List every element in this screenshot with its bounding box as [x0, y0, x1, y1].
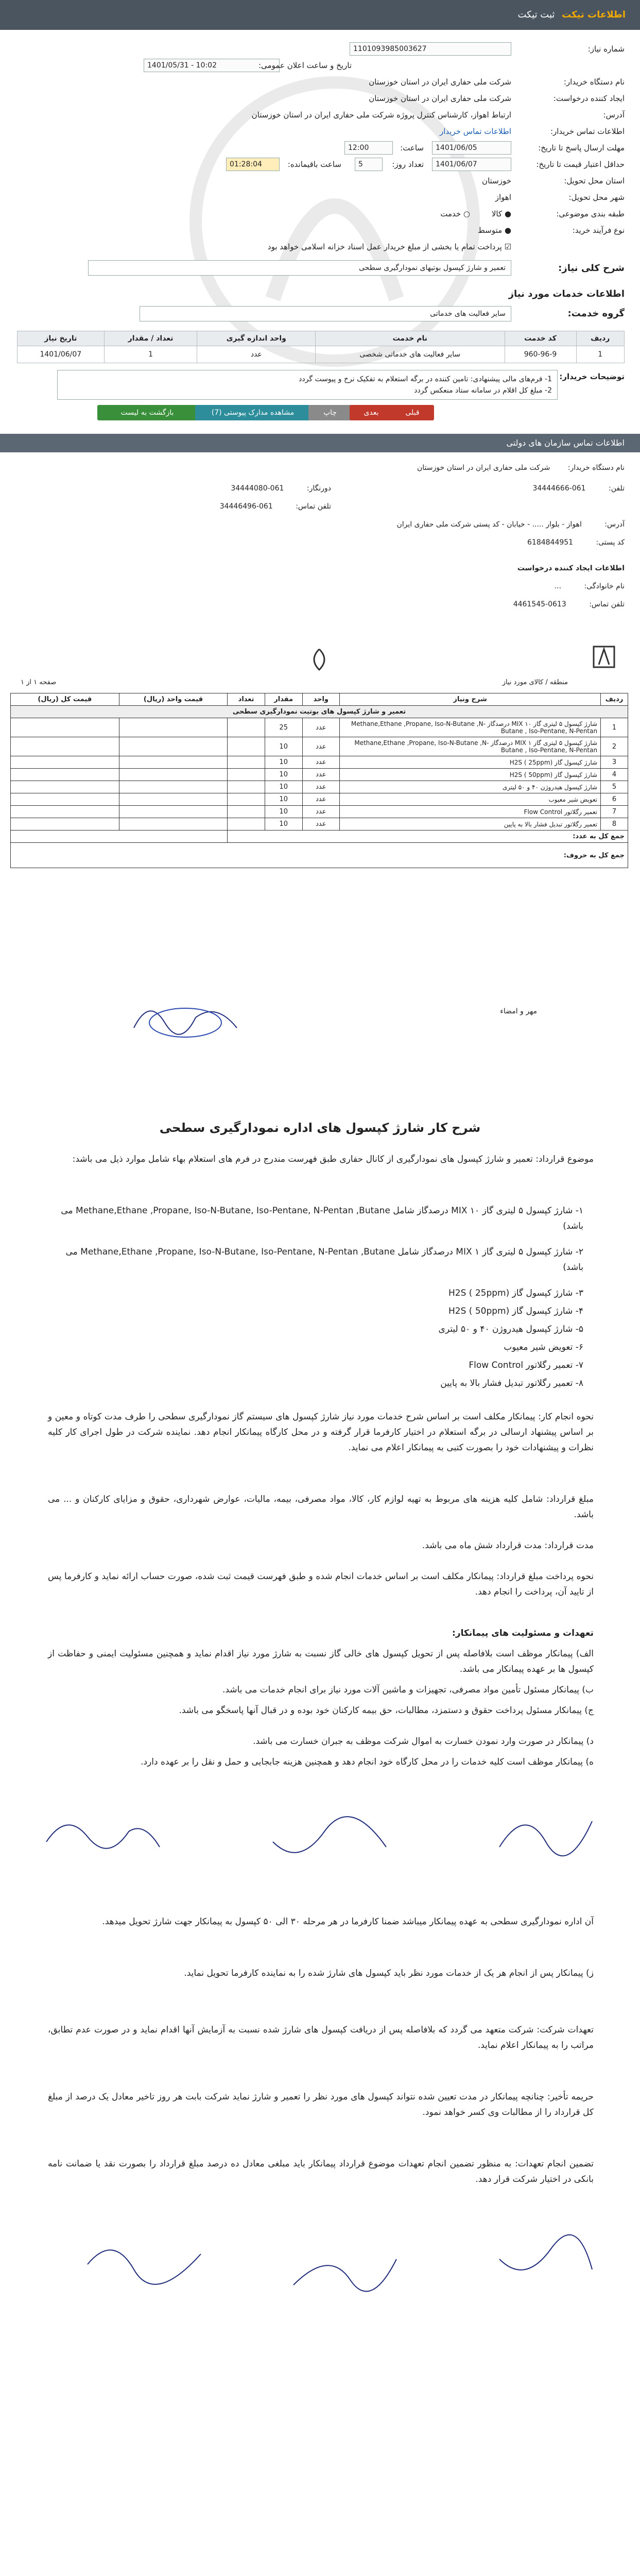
list-item: ۵- شارژ کپسول هیدروژن ۴۰ و ۵۰ لیتری	[438, 1324, 583, 1334]
para-guarantee: تضمین انجام تعهدات: به منظور تضمین انجام تعهدات موضوع قرارداد پیمانکار باید مبلغی معادل ده درصد مبلغ قرارداد را بصورت نقد یا ضمانت نامه بانکی در اختیار شرکت قرار دهد.	[48, 2159, 594, 2184]
top-bar	[0, 0, 640, 30]
table-row: 3 شارژ کپسول گاز H2S ( 25ppm) عدد 10	[11, 756, 628, 769]
signature-icon	[288, 2239, 402, 2300]
company-logo-icon	[589, 641, 619, 672]
radio-goods[interactable]: ● کالا	[491, 209, 511, 218]
scan-header-center: منطقه / کالای مورد نیاز	[502, 679, 568, 686]
field-process-type: نوع فرآیند خرید: ● متوسط	[478, 226, 625, 235]
group-box: سایر فعالیت های خدماتی	[140, 306, 511, 321]
emblem-icon	[304, 647, 335, 672]
payment-note-row	[0, 239, 640, 255]
signature-icon	[494, 2228, 597, 2290]
list-item: ۴- شارژ کپسول گاز H2S ( 50ppm)	[448, 1306, 583, 1316]
field-contact: اطلاعات تماس خریدار: اطلاعات تماس خریدار	[440, 127, 625, 136]
field-need-number: شماره نیاز: 1101093985003627	[0, 41, 640, 57]
radio-service[interactable]: ○ خدمت	[440, 209, 470, 218]
scope-subject: موضوع قرارداد: تعمیر و شارژ کپسول های نمودارگیری از کانال حفاری طبق فهرست مندرج در فرم های استعلام بهاء شامل موارد ذیل می باشد:	[72, 1154, 594, 1164]
radio-medium[interactable]: ● متوسط	[478, 226, 511, 235]
list-item: ۲- شارژ کپسول ۵ لیتری گاز MIX ۱ درصدگاز شامل Methane,Ethane ,Propane, Iso-N-Butane, Iso-Pentane, N-Pentan ,Butane می باشد)	[65, 1247, 583, 1273]
col-date: تاریخ نیاز	[18, 331, 105, 346]
table-row: 6 تعویض شیر معیوب عدد 10	[11, 793, 628, 806]
table-row: 4 شارژ کپسول گاز H2S ( 50ppm) عدد 10	[11, 769, 628, 781]
breadcrumb	[518, 9, 626, 20]
scan-table	[10, 693, 628, 868]
signature-icon	[268, 1811, 391, 1873]
para-obligation-c: ج) پیمانکار مسئول پرداخت حقوق و دستمزد، مطالبات، حق بیمه کارکنان خود بوده و در قبال آنها پاسخگو می باشد.	[179, 1705, 594, 1716]
table-row: 1 960-96-9 سایر فعالیت های خدماتی شخصی عدد 1 1401/06/07	[18, 346, 625, 363]
field-deadline: مهلت ارسال پاسخ تا تاریخ: 1401/06/05 ساعت: 12:00	[0, 140, 640, 156]
scan-header-right: صفحه ۱ از ۱	[21, 679, 57, 686]
field-city: شهر محل تحویل: اهواز	[495, 193, 625, 202]
breadcrumb-title: اطلاعات تیکت	[562, 9, 626, 20]
next-button[interactable]: بعدی	[350, 405, 393, 420]
table-row: 2 شارژ کپسول ۵ لیتری گاز MIX ۱ درصدگاز Methane,Ethane ,Propane, Iso-N-Butane ,N-Butane , Iso-Pentane, N-Pentan عدد 10	[11, 737, 628, 756]
col-name: نام خدمت	[316, 331, 505, 346]
description-label: شرح کلی نیاز:	[558, 263, 625, 274]
attachments-button[interactable]: مشاهده مدارک پیوستی (7)	[195, 405, 310, 420]
creator-mobile: تلفن تماس: 0613-4461545	[513, 600, 625, 608]
list-item: ۷- تعمیر رگلاتور Flow Control	[469, 1360, 583, 1370]
creator-name: نام خانوادگی: ...	[554, 582, 625, 590]
scope-title: شرح کار شارژ کپسول های اداره نمودارگیری سطحی	[159, 1121, 481, 1135]
field-category: طبقه بندی موضوعی: ● کالا ○ خدمت	[440, 209, 625, 218]
list-item: ۳- شارژ کپسول گاز H2S ( 25ppm)	[448, 1288, 583, 1298]
col-code: کد خدمت	[505, 331, 576, 346]
payment-checkbox[interactable]: ☑ پرداخت تمام یا بخشی از مبلغ خریدار عمل اسناد خزانه اسلامی خواهد بود	[267, 242, 511, 251]
words-row: جمع کل به حروف:	[11, 843, 628, 868]
contact-tel: تلفن: 061-34444666	[532, 484, 625, 493]
para-obligations-title: تعهدات و مسئولیت های پیمانکار:	[452, 1628, 594, 1638]
scan-header-row: ردیف شرح ونیاز واحد مقدار تعداد قیمت واحد (ریال) قیمت کل (ریال)	[11, 693, 628, 706]
prev-button[interactable]: قبلی	[391, 405, 434, 420]
sum-row: جمع کل به عدد:	[11, 831, 628, 843]
contact-org: نام دستگاه خریدار: شرکت ملی حفاری ایران در استان خوزستان	[417, 464, 625, 472]
signature-icon	[129, 992, 242, 1043]
buyer-notes-box: 1- فرم‌های مالی پیشنهادی: تامین کننده در برگه استعلام به تفکیک نرخ و پیوست گردد 2- مبلغ کل اقلام در سامانه ستاد منعکس گردد	[57, 370, 558, 400]
contact-fax: دورنگار: 061-34444080	[231, 484, 331, 493]
list-item: ۶- تعویض شیر معیوب	[504, 1342, 583, 1352]
service-info-title: اطلاعات خدمات مورد نیاز	[508, 289, 625, 299]
breadcrumb-tender[interactable]: ثبت تیکت	[517, 9, 555, 20]
table-row: 8 تعمیر رگلاتور تبدیل فشار بالا به پایین عدد 10	[11, 818, 628, 831]
stamp-label: مهر و امضاء	[500, 1007, 537, 1015]
table-header-row	[18, 331, 625, 346]
items-table	[17, 331, 625, 363]
list-item: ۱- شارژ کپسول ۵ لیتری گاز MIX ۱۰ درصدگاز شامل Methane,Ethane ,Propane, Iso-N-Butane, Iso-Pentane, N-Pentan ,Butane می باشد)	[61, 1206, 583, 1231]
scan-subtitle-row: تعمیر و شارژ کپسول های بوتیت نمودارگیری سطحی	[11, 706, 628, 718]
table-row: 1 شارژ کپسول ۵ لیتری گاز MIX ۱۰ درصدگاز Methane,Ethane ,Propane, Iso-N-Butane ,N-Butane , Iso-Pentane, N-Pentan عدد 25	[11, 718, 628, 737]
print-button[interactable]: چاپ	[308, 405, 352, 420]
portal-section	[0, 0, 640, 636]
para-obligation-g: ز) پیمانکار پس از انجام هر یک از خدمات مورد نظر باید کپسول های شارژ شده را به نماینده کارفرما تحویل نماید.	[184, 1968, 594, 1978]
field-address: آدرس: ارتباط اهواز، کارشناس کنترل پروژه شرکت ملی حفاری ایران در استان خوزستان	[251, 110, 625, 120]
field-request-creator: ایجاد کننده درخواست: شرکت ملی حفاری ایران در استان خوزستان	[369, 94, 625, 103]
scope-section	[0, 1079, 640, 2576]
table-row: 5 شارژ کپسول هیدروژن ۴۰ و ۵۰ لیتری عدد 10	[11, 781, 628, 793]
signature-icon	[41, 1801, 165, 1862]
col-unit: واحد اندازه گیری	[197, 331, 316, 346]
creator-title: اطلاعات ایجاد کننده درخواست	[517, 564, 625, 572]
para-obligation-b: ب) پیمانکار مسئول تأمین مواد مصرفی، تجهیزات و ماشین آلات مورد نیاز برای انجام خدمات می باشد.	[222, 1685, 594, 1695]
buyer-notes-label: توضیحات خریدار:	[559, 372, 625, 381]
signature-icon	[82, 2228, 206, 2290]
field-province: استان محل تحویل: خوزستان	[482, 176, 625, 185]
para-obligation-e: ه) پیمانکار موظف است کلیه خدمات را در محل کارگاه خود انجام دهد و همچنین هزینه جابجایی و حمل و نقل را بر عهده دارد.	[141, 1757, 594, 1767]
table-row: 7 تعمیر رگلاتور Flow Control عدد 10	[11, 806, 628, 818]
field-announce-date: 1401/05/31 - 10:02 تاریخ و ساعت اعلان عمومی:	[0, 58, 640, 73]
list-item: ۸- تعمیر رگلاتور تبدیل فشار بالا به پایین	[440, 1378, 583, 1388]
contact-link[interactable]: اطلاعات تماس خریدار	[440, 127, 511, 136]
col-num: ردیف	[576, 331, 625, 346]
back-to-list-button[interactable]: بازگشت به لیست	[97, 405, 197, 420]
para-duration: مدت قرارداد: مدت قرارداد شش ماه می باشد.	[422, 1540, 594, 1551]
contact-bar: اطلاعات تماس سازمان های دولتی	[0, 434, 640, 452]
para-continued: آن اداره نمودارگیری سطحی به عهده پیمانکار میباشد ضمنا کارفرما در هر مرحله ۳۰ الی ۵۰ کپسول به پیمانکار جهت شارژ تحویل میدهد.	[102, 1917, 594, 1927]
para-obligation-d: د) پیمانکار در صورت وارد نمودن خسارت به اموال شرکت موظف به جبران خسارت می باشد.	[253, 1736, 594, 1747]
field-min-validity: حداقل اعتبار قیمت تا تاریخ: 1401/06/07 تعداد روز: 5 ساعت باقیمانده: 01:28:04	[0, 157, 640, 172]
scan-section	[0, 636, 640, 1079]
field-buyer-org: نام دستگاه خریدار: شرکت ملی حفاری ایران در استان خوزستان	[369, 77, 625, 87]
group-label: گروه خدمت:	[567, 308, 625, 319]
para-penalty: حریمه تأخیر: چنانچه پیمانکار در مدت تعیین شده نتواند کپسول های مورد نظر را تعمیر و شارژ نماید شرکت بابت هر روز تاخیر معادل یک درصد از مبلغ کل قرارداد را از مطالبات وی کسر خواهد نمود.	[48, 2092, 594, 2117]
signature-icon	[494, 1801, 597, 1862]
para-obligation-a: الف) پیمانکار موظف است بلافاصله پس از تحویل کپسول های خالی گاز نسبت به شارژ مورد نیاز اقدام نماید و همچنین مسئولیت ایمنی و حفاظت از کپسول ها بر عهده پیمانکار می باشد.	[48, 1649, 594, 1674]
para-payment: نحوه پرداخت مبلغ قرارداد: پیمانکار مکلف است بر اساس خدمات انجام شده و طبق فهرست قیمت ثبت شده، صورت حساب ارائه نماید و کارفرما پس از تایید آن، پرداخت را انجام دهد.	[48, 1571, 594, 1597]
para-company-obligations: تعهدات شرکت: شرکت متعهد می گردد که بلافاصله پس از دریافت کپسول های شارژ شده نسبت به آزمایش آنها اقدام نماید و در صورت عدم تطابق، مراتب را به پیمانکار اعلام نماید.	[48, 2025, 594, 2050]
contact-postal: کد پستی: 6184844951	[527, 538, 625, 547]
para-method: نحوه انجام کار: پیمانکار مکلف است بر اساس شرح خدمات مورد نیاز شارژ کپسول های سیستم گاز نمودارگیری سطحی را طرف مدت کوتاه و معین و بر اساس پیشنهاد ارسالی در برگه استعلام در اختیار کارفرما قرار گرفته و در محل کارگاه پیمانکار انجام دهد. نماینده شرکت در طول اجرای کار کلیه نظرات و پیشنهادات خود را بصورت کتبی به پیمانکار اعلام می نماید.	[48, 1412, 594, 1453]
para-amount: مبلغ قرارداد: شامل کلیه هزینه های مربوط به تهیه لوازم کار، کالا، مواد مصرفی، بیمه، مالیات، عوارض شهرداری، حقوق و مزایای کارکنان و ... می باشد.	[48, 1494, 594, 1520]
description-box: تعمیر و شارژ کپسول بوتیهای نمودارگیری سطحی	[88, 260, 511, 276]
contact-phone2: تلفن تماس: 061-34446496	[219, 502, 331, 511]
col-qty: تعداد / مقدار	[104, 331, 197, 346]
contact-address: آدرس: اهواز - بلوار ..... - خیابان - کد پستی شرکت ملی حفاری ایران	[396, 520, 625, 529]
